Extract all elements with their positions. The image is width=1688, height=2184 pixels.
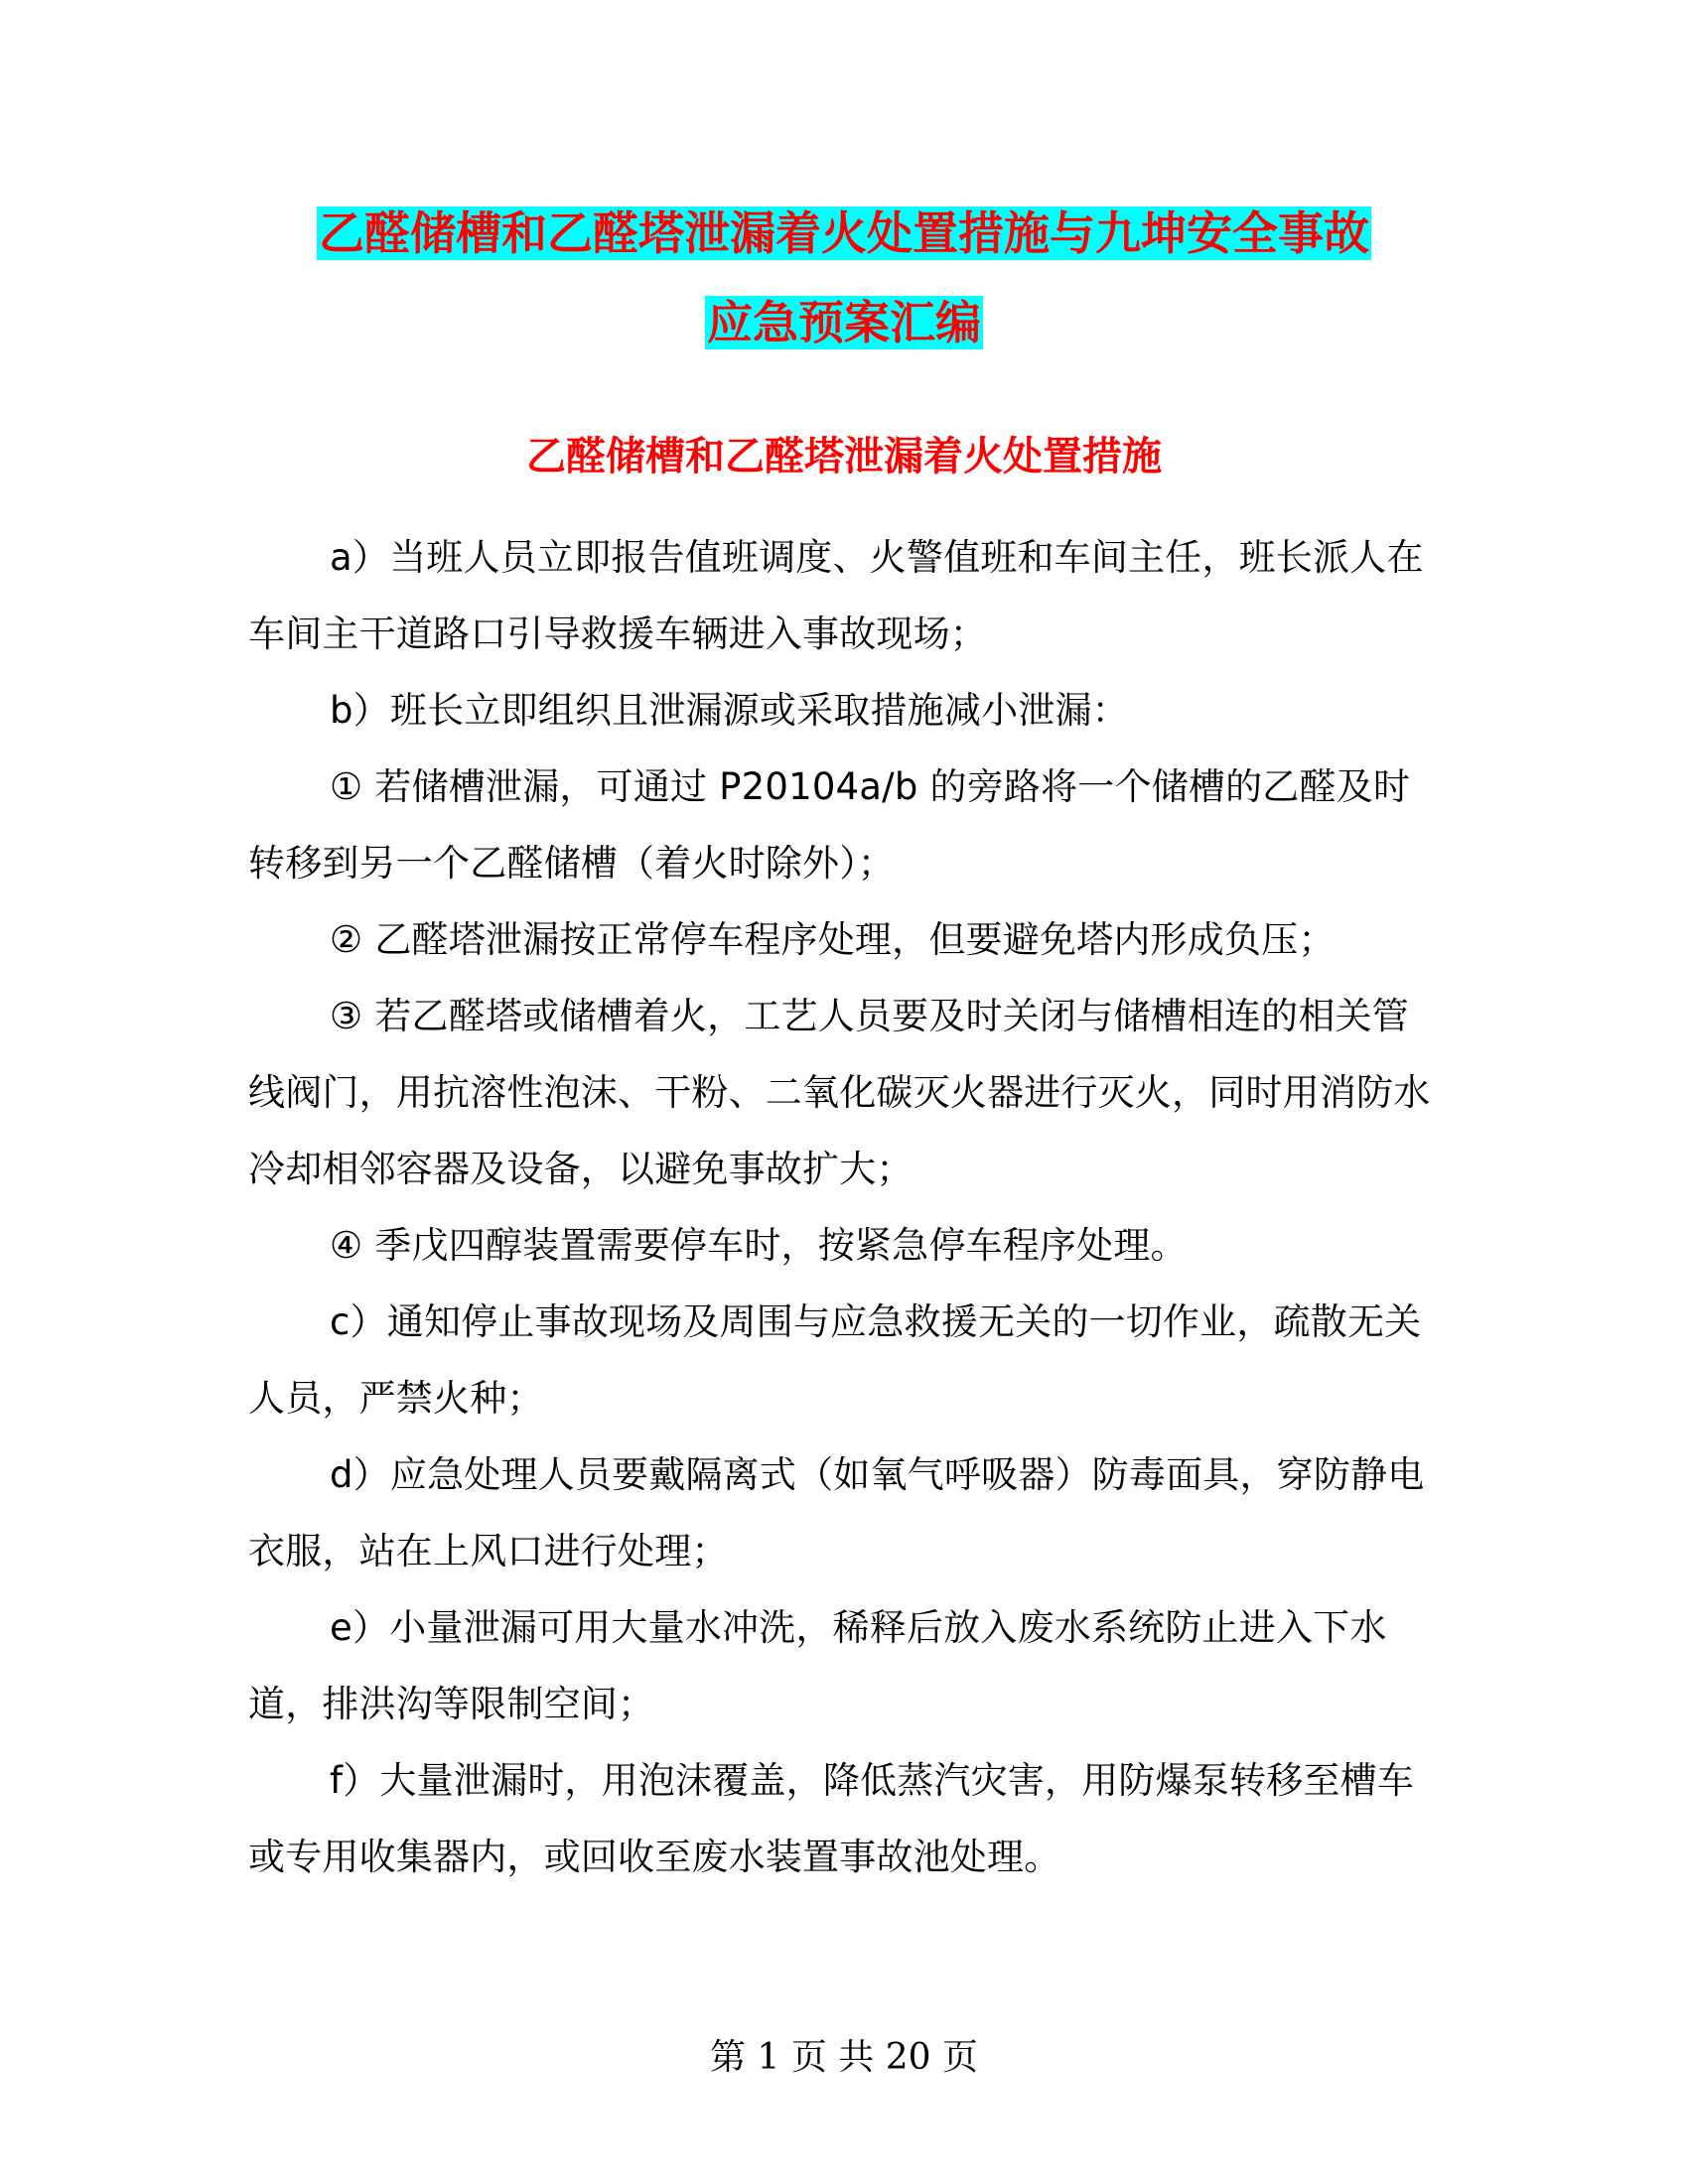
section-title: 乙醛储槽和乙醛塔泄漏着火处置措施 <box>526 433 1162 479</box>
paragraph-b-4: ④ 季戊四醇装置需要停车时，按紧急停车程序处理。 <box>330 1224 1188 1267</box>
paragraph-b-1: ① 若储槽泄漏，可通过 P20104a/b 的旁路将一个储槽的乙醛及时转移到另一个乙醛储槽（着火时除外）； <box>248 765 1411 885</box>
document-title-line-2: 应急预案汇编 <box>707 296 981 349</box>
paragraph-d: d）应急处理人员要戴隔离式（如氧气呼吸器）防毒面具，穿防静电衣服，站在上风口进行处理； <box>248 1453 1425 1572</box>
paragraph-b-3: ③ 若乙醛塔或储槽着火，工艺人员要及时关闭与储槽相连的相关管线阀门，用抗溶性泡沫、干粉、二氧化碳灭火器进行灭火，同时用消防水冷却相邻容器及设备，以避免事故扩大； <box>248 995 1431 1190</box>
paragraph-b: b）班长立即组织且泄漏源或采取措施减小泄漏： <box>330 689 1129 732</box>
paragraph-e: e）小量泄漏可用大量水冲洗，稀释后放入废水系统防止进入下水道，排洪沟等限制空间； <box>248 1606 1387 1725</box>
paragraph-b-2: ② 乙醛塔泄漏按正常停车程序处理，但要避免塔内形成负压； <box>330 918 1336 961</box>
paragraph-a: a）当班人员立即报告值班调度、火警值班和车间主任，班长派人在车间主干道路口引导救援车辆进入事故现场； <box>248 536 1424 655</box>
page-number: 第 1 页 共 20 页 <box>710 2037 978 2078</box>
document-title <box>248 189 1440 367</box>
paragraph-f: f）大量泄漏时，用泡沫覆盖，降低蒸汽灾害，用防爆泵转移至槽车或专用收集器内，或回收至废水装置事故池处理。 <box>248 1759 1415 1878</box>
paragraph-c: c）通知停止事故现场及周围与应急救援无关的一切作业，疏散无关人员，严禁火种； <box>248 1300 1422 1420</box>
document-title-line-1: 乙醛储槽和乙醛塔泄漏着火处置措施与九坤安全事故 <box>319 206 1369 260</box>
document-body <box>248 519 1440 1895</box>
